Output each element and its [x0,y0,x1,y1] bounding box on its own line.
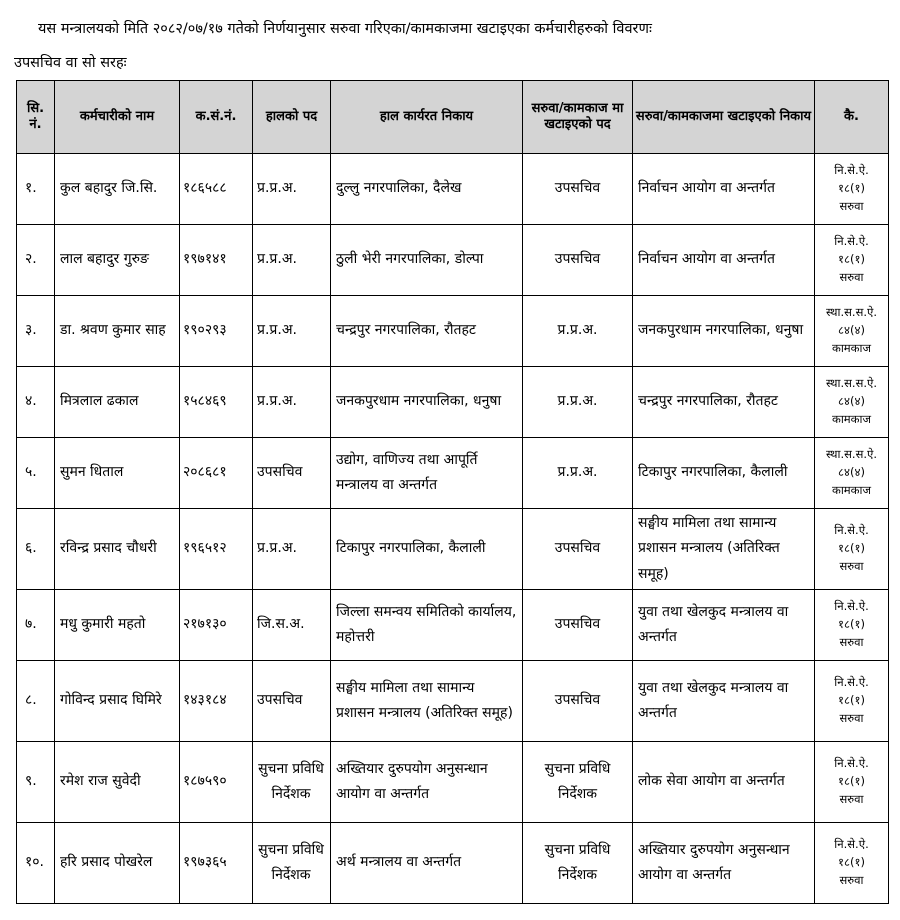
header-code: क.सं.नं. [180,81,253,154]
header-assigned-post: सरुवा/कामकाज मा खटाइएको पद [523,81,633,154]
remarks-cell [815,742,889,823]
current-office-cell: टिकापुर नगरपालिका, कैलाली [331,509,523,590]
serial-cell: ८. [17,661,55,742]
current-office-cell: उद्योग, वाणिज्य तथा आपूर्ति मन्त्रालय वा अन्तर्गत [331,438,523,509]
serial-cell: ९. [17,742,55,823]
code-cell: १९०२९३ [180,296,253,367]
current-post-cell: प्र.प्र.अ. [253,296,331,367]
name-cell: लाल बहादुर गुरुङ [55,225,180,296]
remark-section: १८(१) [838,252,865,267]
remark-type: सरुवा [839,558,864,573]
name-cell: मित्रलाल ढकाल [55,367,180,438]
remark-type: सरुवा [839,198,864,213]
remark-type: कामकाज [831,411,872,426]
remark-type: सरुवा [839,710,864,725]
table-row [17,367,889,438]
current-post-cell: सुचना प्रविधि निर्देशक [253,823,331,904]
remarks-cell [815,154,889,225]
serial-cell: १. [17,154,55,225]
remarks-cell [815,661,889,742]
remark-act: नि.से.ऐ. [834,599,869,614]
section-subheading: उपसचिव वा सो सरहः [14,55,127,71]
current-post-cell: जि.स.अ. [253,590,331,661]
code-cell: १४३१८४ [180,661,253,742]
remarks-cell [815,367,889,438]
remark-section: १८(१) [838,617,865,632]
assigned-office-cell: जनकपुरधाम नगरपालिका, धनुषा [633,296,815,367]
assigned-post-cell: उपसचिव [523,225,633,296]
serial-cell: ५. [17,438,55,509]
assigned-post-cell: उपसचिव [523,509,633,590]
name-cell: सुमन धिताल [55,438,180,509]
table-row [17,823,889,904]
name-cell: कुल बहादुर जि.सि. [55,154,180,225]
current-office-cell: सङ्घीय मामिला तथा सामान्य प्रशासन मन्त्रालय (अतिरिक्त समूह) [331,661,523,742]
name-cell: हरि प्रसाद पोखरेल [55,823,180,904]
assigned-post-cell: सुचना प्रविधि निर्देशक [523,823,633,904]
current-office-cell: अर्थ मन्त्रालय वा अन्तर्गत [331,823,523,904]
table-row [17,154,889,225]
serial-cell: १०. [17,823,55,904]
table-row [17,742,889,823]
table-row [17,509,889,590]
current-office-cell: जनकपुरधाम नगरपालिका, धनुषा [331,367,523,438]
current-post-cell: उपसचिव [253,438,331,509]
table-row [17,296,889,367]
current-office-cell: दुल्लु नगरपालिका, दैलेख [331,154,523,225]
intro-text: यस मन्त्रालयको मिति २०८२/०७/१७ गतेको निर्णयानुसार सरुवा गरिएका/कामकाजमा खटाइएका कर्मचारीहरुको विवरणः [38,21,652,37]
header-assigned-office: सरुवा/कामकाजमा खटाइएको निकाय [633,81,815,154]
remark-section: १८(१) [838,855,865,870]
code-cell: १८७५९० [180,742,253,823]
remark-act: नि.से.ऐ. [834,523,869,538]
current-office-cell: ठुली भेरी नगरपालिका, डोल्पा [331,225,523,296]
remarks-cell [815,509,889,590]
assigned-office-cell: लोक सेवा आयोग वा अन्तर्गत [633,742,815,823]
assigned-post-cell: प्र.प्र.अ. [523,438,633,509]
table-row [17,438,889,509]
current-office-cell: अख्तियार दुरुपयोग अनुसन्धान आयोग वा अन्तर्गत [331,742,523,823]
remarks-cell [815,225,889,296]
assigned-post-cell: उपसचिव [523,590,633,661]
code-cell: २१७१३० [180,590,253,661]
current-office-cell: चन्द्रपुर नगरपालिका, रौतहट [331,296,523,367]
remark-act: स्था.स.स.ऐ. [825,447,878,462]
code-cell: १९७३६५ [180,823,253,904]
transfer-table [16,80,889,904]
code-cell: १५८४६९ [180,367,253,438]
remark-type: सरुवा [839,634,864,649]
current-office-cell: जिल्ला समन्वय समितिको कार्यालय, महोत्तरी [331,590,523,661]
name-cell: गोविन्द प्रसाद घिमिरे [55,661,180,742]
remark-act: नि.से.ऐ. [834,163,869,178]
remark-act: नि.से.ऐ. [834,675,869,690]
table-header-row [17,81,889,154]
serial-cell: ७. [17,590,55,661]
header-remarks: कै. [815,81,889,154]
assigned-post-cell: उपसचिव [523,661,633,742]
remark-section: १८(१) [838,693,865,708]
assigned-office-cell: निर्वाचन आयोग वा अन्तर्गत [633,154,815,225]
remarks-cell [815,590,889,661]
name-cell: रविन्द्र प्रसाद चौधरी [55,509,180,590]
assigned-office-cell: युवा तथा खेलकुद मन्त्रालय वा अन्तर्गत [633,590,815,661]
assigned-post-cell: सुचना प्रविधि निर्देशक [523,742,633,823]
header-current-post: हालको पद [253,81,331,154]
name-cell: रमेश राज सुवेदी [55,742,180,823]
remark-type: कामकाज [831,340,872,355]
table-row [17,590,889,661]
remark-section: १८(१) [838,181,865,196]
current-post-cell: प्र.प्र.अ. [253,225,331,296]
remark-act: नि.से.ऐ. [834,837,869,852]
remark-type: सरुवा [839,269,864,284]
remark-type: सरुवा [839,791,864,806]
remarks-cell [815,823,889,904]
assigned-office-cell: युवा तथा खेलकुद मन्त्रालय वा अन्तर्गत [633,661,815,742]
serial-cell: ६. [17,509,55,590]
code-cell: १९६५१२ [180,509,253,590]
assigned-post-cell: प्र.प्र.अ. [523,296,633,367]
remarks-cell [815,296,889,367]
current-post-cell: प्र.प्र.अ. [253,154,331,225]
remark-act: स्था.स.स.ऐ. [825,376,878,391]
remark-section: ८४(४) [838,465,865,480]
assigned-office-cell: अख्तियार दुरुपयोग अनुसन्धान आयोग वा अन्तर्गत [633,823,815,904]
remark-section: १८(१) [838,541,865,556]
assigned-post-cell: उपसचिव [523,154,633,225]
assigned-office-cell: सङ्घीय मामिला तथा सामान्य प्रशासन मन्त्रालय (अतिरिक्त समूह) [633,509,815,590]
current-post-cell: प्र.प्र.अ. [253,367,331,438]
remark-section: १८(१) [838,774,865,789]
assigned-post-cell: प्र.प्र.अ. [523,367,633,438]
current-post-cell: प्र.प्र.अ. [253,509,331,590]
table-row [17,661,889,742]
table-row [17,225,889,296]
header-current-office: हाल कार्यरत निकाय [331,81,523,154]
serial-cell: ३. [17,296,55,367]
current-post-cell: उपसचिव [253,661,331,742]
remark-type: कामकाज [831,482,872,497]
header-employee-name: कर्मचारीको नाम [55,81,180,154]
assigned-office-cell: चन्द्रपुर नगरपालिका, रौतहट [633,367,815,438]
remark-type: सरुवा [839,872,864,887]
code-cell: १९७१४१ [180,225,253,296]
name-cell: मधु कुमारी महतो [55,590,180,661]
header-serial: सि. नं. [17,81,55,154]
remark-section: ८४(४) [838,323,865,338]
name-cell: डा. श्रवण कुमार साह [55,296,180,367]
serial-cell: ४. [17,367,55,438]
assigned-office-cell: टिकापुर नगरपालिका, कैलाली [633,438,815,509]
code-cell: २०८६८१ [180,438,253,509]
assigned-office-cell: निर्वाचन आयोग वा अन्तर्गत [633,225,815,296]
remark-section: ८४(४) [838,394,865,409]
code-cell: १८६५८८ [180,154,253,225]
remarks-cell [815,438,889,509]
current-post-cell: सुचना प्रविधि निर्देशक [253,742,331,823]
remark-act: नि.से.ऐ. [834,756,869,771]
remark-act: स्था.स.स.ऐ. [825,305,878,320]
serial-cell: २. [17,225,55,296]
remark-act: नि.से.ऐ. [834,234,869,249]
